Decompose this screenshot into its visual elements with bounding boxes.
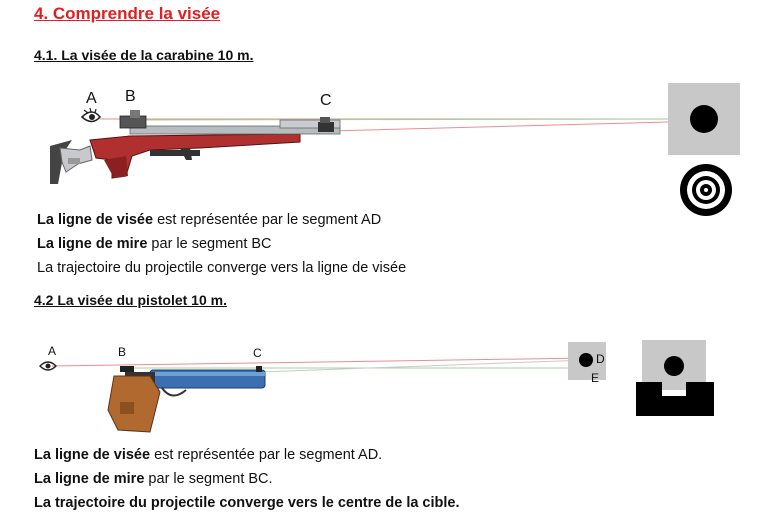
section-title-rifle: 4.1. La visée de la carabine 10 m.: [34, 47, 254, 63]
label-a: A: [48, 344, 57, 358]
mire-line-bc: [330, 121, 705, 131]
pistol-line-3: La trajectoire du projectile converge vers le centre de la cible.: [34, 495, 460, 511]
pistol-line-1: La ligne de visée est représentée par le segment AD.: [34, 447, 383, 463]
label-a: A: [86, 90, 97, 107]
rifle-line-2: La ligne de mire par le segment BC: [37, 236, 272, 252]
eye-icon: [82, 108, 100, 122]
rifle-line-3: La trajectoire du projectile converge vers la ligne de visée: [37, 260, 407, 276]
label-b: B: [125, 88, 136, 105]
notch-sight-icon: [636, 340, 714, 416]
page-heading: 4. Comprendre la visée: [34, 4, 221, 23]
label-c: C: [320, 92, 332, 109]
pistol-line-2: La ligne de mire par le segment BC.: [34, 471, 273, 487]
label-b: B: [118, 345, 127, 359]
pistol-sight-line-ad: [52, 358, 588, 366]
section-title-pistol: 4.2 La visée du pistolet 10 m.: [34, 292, 227, 308]
pistol-illustration: [108, 366, 265, 432]
rifle-line-1: La ligne de visée est représentée par le segment AD: [37, 212, 382, 228]
label-d: D: [596, 352, 605, 366]
label-e: E: [591, 371, 600, 385]
ring-sight-icon: [680, 164, 732, 216]
label-c: C: [253, 346, 262, 360]
